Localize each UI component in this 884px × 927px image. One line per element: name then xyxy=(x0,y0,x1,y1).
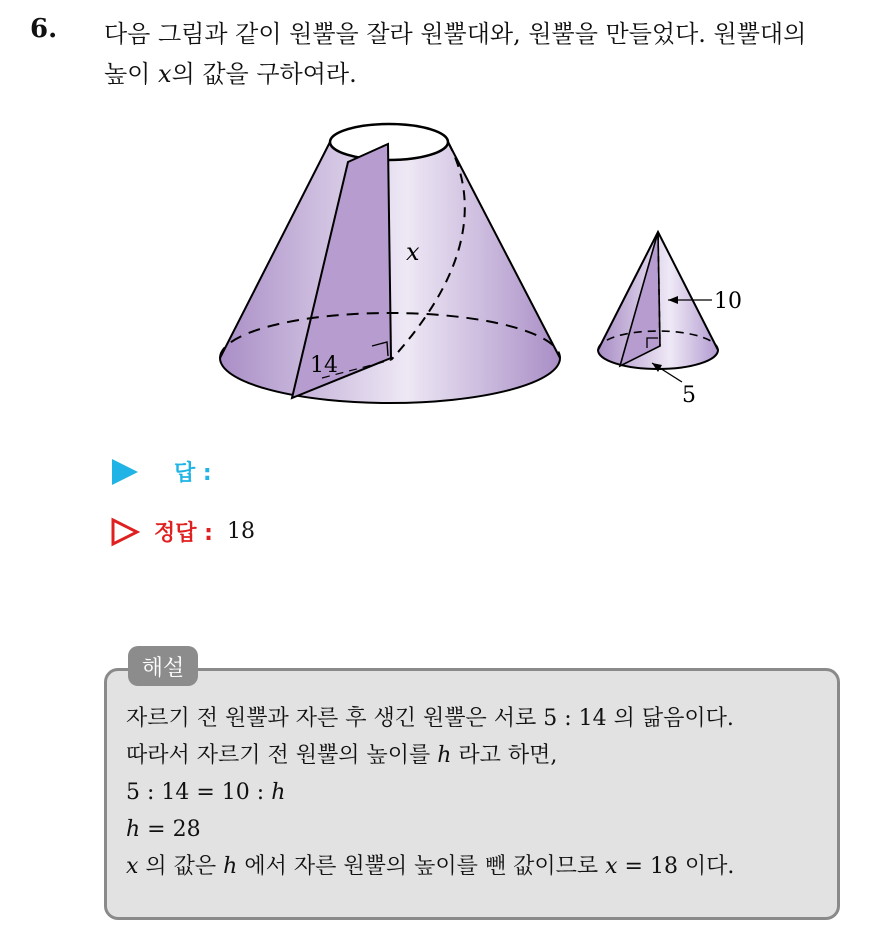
variable-x: x xyxy=(605,854,618,879)
label-10: 10 xyxy=(714,289,742,314)
label-5: 5 xyxy=(682,383,696,408)
explanation-text-part: 에서 자른 원뿔의 높이를 뺀 값이므로 xyxy=(244,854,599,879)
variable-h: h xyxy=(271,780,286,805)
question-line-2 xyxy=(104,54,874,94)
correct-answer-value: 18 xyxy=(226,519,255,544)
frustum-shape xyxy=(220,124,560,403)
label-14: 14 xyxy=(310,353,338,378)
question-line-1: 다음 그림과 같이 원뿔을 잘라 원뿔대와, 원뿔을 만들었다. 원뿔대의 xyxy=(104,20,807,48)
answer-label: 답 : xyxy=(174,461,212,486)
explanation-line-3 xyxy=(126,774,836,811)
explanation-line-5 xyxy=(126,848,836,885)
explanation-text-part: 의 값은 xyxy=(145,854,217,879)
equation-text: = 28 xyxy=(147,817,201,842)
variable-h: h xyxy=(126,817,141,842)
correct-answer-row xyxy=(110,516,255,547)
explanation-text-part: 따라서 자르기 전 원뿔의 높이를 xyxy=(126,743,431,768)
explanation-text-part: = 18 이다. xyxy=(624,854,735,879)
explanation-text xyxy=(126,700,836,885)
explanation-line-1: 자르기 전 원뿔과 자른 후 생긴 원뿔은 서로 5 : 14 의 닮음이다. xyxy=(126,706,734,731)
variable-h: h xyxy=(223,854,238,879)
question-text-part: 의 값을 구하여라. xyxy=(171,60,357,88)
variable-h: h xyxy=(437,743,452,768)
correct-answer-label: 정답 : xyxy=(154,521,213,546)
explanation-tag: 해설 xyxy=(128,646,198,686)
question-number: 6. xyxy=(30,14,58,44)
correct-play-outline-icon xyxy=(110,517,140,547)
explanation-text-part: 라고 하면, xyxy=(458,743,558,768)
equation-text: 5 : 14 = 10 : xyxy=(126,780,265,805)
question-text xyxy=(104,14,874,94)
explanation-line-2 xyxy=(126,737,836,774)
small-cone-shape xyxy=(598,232,742,408)
label-x: x xyxy=(406,238,420,266)
explanation-line-4 xyxy=(126,811,836,848)
cone-figure xyxy=(200,110,760,420)
answer-row xyxy=(110,456,212,487)
variable-x: x xyxy=(126,854,139,879)
question-variable-x: x xyxy=(158,60,172,88)
answer-play-icon xyxy=(110,457,140,487)
question-text-part: 높이 xyxy=(104,60,151,88)
